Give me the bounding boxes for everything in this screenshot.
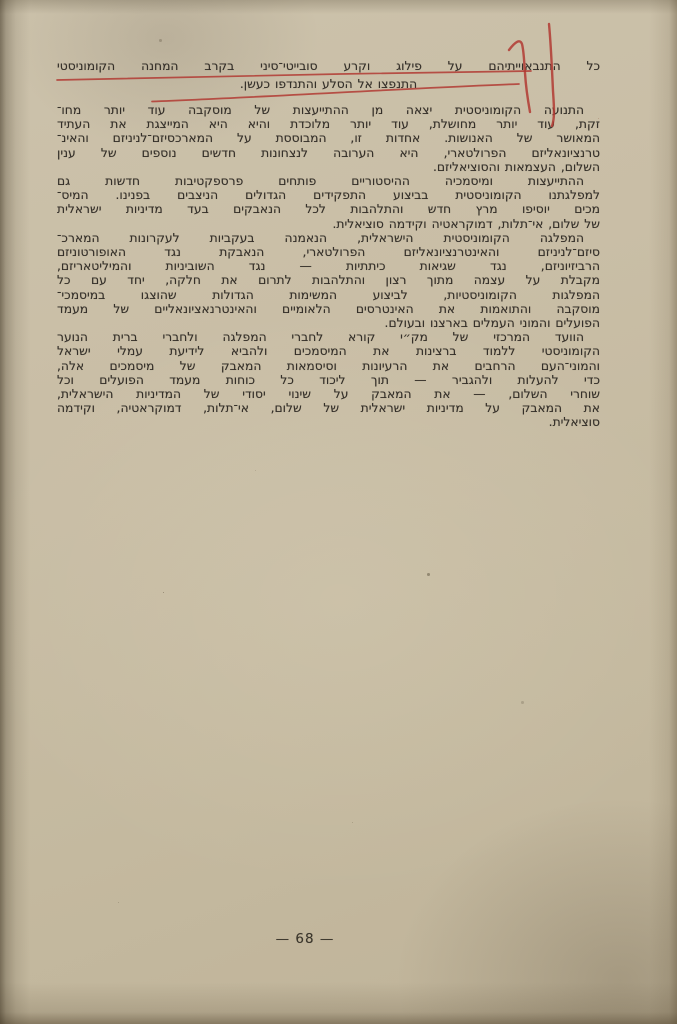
text-line: שוחרי השלום, — את המאבק על שינוי יסודי של המדיניות הישראלית,: [57, 387, 600, 402]
text-line: המפלגה הקומוניסטית הישראלית, הנאמנה בעקביות לעקרונות המארכ־: [57, 230, 584, 245]
text-line: זקת, עוד יותר מחושלת, עוד יותר מלוכדת והיא היא המייצגת את העתיד: [57, 117, 600, 132]
text-line: המפלגות הקומוניסטיות, לביצוע המשימות הגדולות שהוצגו במיסמכי־: [57, 287, 600, 302]
page-text: [57, 57, 600, 430]
text-line: מקבלת על עצמה מתוך רצון והתלהבות לתרום את חלקה, יחד עם כל: [57, 273, 600, 288]
text-line: המאושר של האנושות. אחדות זו, המבוססת על המארכסיזם־לניניזם והאינ־: [57, 131, 600, 146]
text-line: התנפצו אל הסלע והתנדפו כעשן.: [239, 77, 418, 91]
text-line: הפועלים והמוני העמלים בארצנו ובעולם.: [384, 316, 600, 331]
text-line: את המאבק על מדיניות ישראלית של שלום, אי־תלות, דמוקראטיה, וקידמה: [57, 401, 600, 416]
text-line: של שלום, אי־תלות, דמוקראטיה וקידמה סוציאלית.: [332, 216, 600, 231]
text-line: טרנציונאליזם הפרולטארי, היא הערובה לנצחונות חדשים נוספים של ענין: [57, 145, 600, 160]
paragraph-2: [57, 174, 600, 231]
paper-specks: [0, 0, 1, 1]
text-line: סיזם־לניניזם והאינטרנציונאליזם הפרולטארי, הנאבקת נגד האופורטוניזם: [57, 245, 600, 260]
text-line: כל התנבאוייתיהם על פילוג וקרע סובייטי־סיני בקרב המחנה הקומוניסטי: [57, 59, 600, 73]
paragraph-1: [57, 103, 600, 174]
text-line: התנועה הקומוניסטית יצאה מן ההתייעצות של מוסקבה עוד יותר מחו־: [57, 103, 584, 117]
text-line: מוסקבה והתואמות את האינטרסים הלאומיים והאינטרנאציונאליים של מעמד: [57, 301, 600, 316]
text-line: ההתייעצות ומיסמכיה ההיסטוריים פותחים פרספקטיבות חדשות גם: [57, 174, 584, 189]
page-number: — 68 —: [275, 931, 335, 947]
paragraph-3: [57, 231, 600, 330]
text-line: השלום, העצמאות והסוציאליזם.: [432, 159, 600, 174]
text-line: למפלגתנו הקומוניסטית בביצוע התפקידים הגדולים הניצבים בפנינו. המיס־: [57, 188, 600, 203]
text-line: הוועד המרכזי של מק״י קורא לחברי המפלגה ולחברי ברית הנוער: [57, 330, 584, 345]
text-line: כדי להעלות ולהגביר — תוך ליכוד כל כוחות מעמד הפועלים וכל: [57, 372, 600, 387]
text-line: סוציאלית.: [548, 415, 600, 430]
paragraph-4: [57, 330, 600, 429]
text-line: הקומוניסטי ללמוד ברצינות את המיסמכים ולהביא לידיעת עמלי ישראל: [57, 344, 600, 359]
text-line: הרביזיוניזם, נגד שגיאות כיתתיות — נגד השוביניות והמיליטאריזם,: [57, 259, 600, 274]
underlined-statement: [57, 57, 600, 93]
text-line: והמוני־העם הרחבים את הרעיונות וסיסמאות המאבק של מיסמכים אלה,: [57, 358, 600, 373]
text-line: מכים יוסיפו מרץ חדש והתלהבות לכל הנאבקים בעד מדיניות ישראלית: [57, 202, 600, 217]
